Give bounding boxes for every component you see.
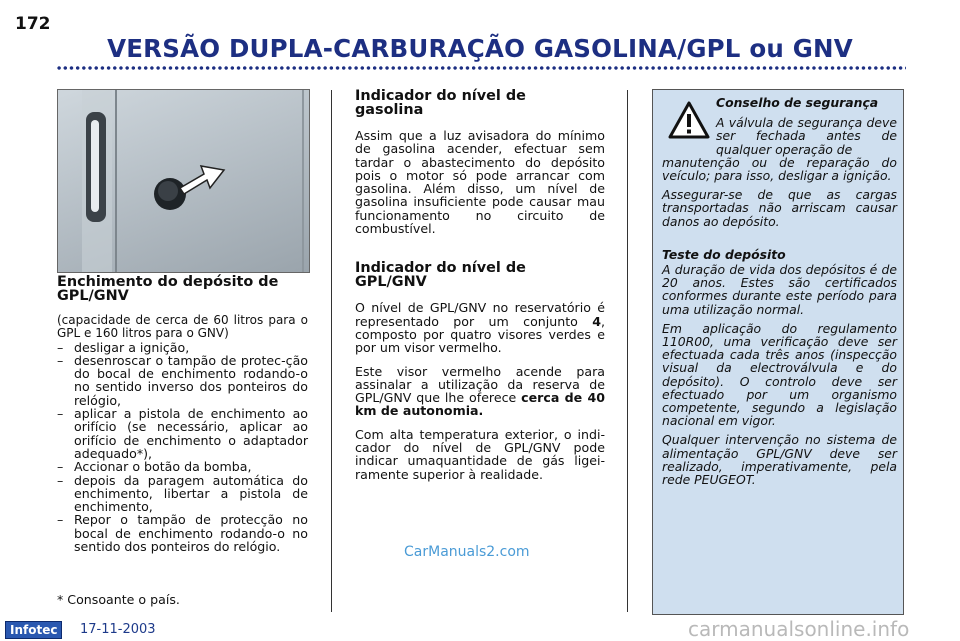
infotec-logo: Infotec (5, 621, 62, 639)
safety-title: Conselho de segurança (716, 95, 879, 110)
list-item: – aplicar a pistola de enchimento ao orifício (se necessário, aplicar ao orifício de enchimento o adaptador adequado*), (57, 407, 308, 460)
fuel-filler-photo (57, 89, 310, 273)
tank-test-title: Teste do depósito (662, 246, 786, 262)
list-item: – desenroscar o tampão de protec-ção do bocal de enchimento rodando-o no sentido inverso dos ponteiros do relógio, (57, 354, 308, 407)
list-item: – desligar a ignição, (57, 341, 308, 354)
list-item: – Repor o tampão de protecção no bocal de enchimento rodando-o no sentido dos ponteiros do relógio. (57, 513, 308, 553)
tank-test-text-1: A duração de vida dos depósitos é de 20 anos. Estes são certificados conformes durante este período para uma utilização normal. (662, 262, 897, 317)
left-heading: Enchimento do depósito de GPL/GNV (57, 274, 279, 304)
gasoline-level-text: Assim que a luz avisadora do mínimo de gasolina acender, efectuar sem tardar o abastecimento do depósito pois o motor só pode arrancar com gasolina. Além disso, um nível de gasolina insuficiente pode causar mau funcionamento no circuito de combustível. (355, 128, 605, 237)
dotted-divider (56, 65, 906, 71)
column-divider-1 (331, 90, 332, 612)
gpl-level-text-1: O nível de GPL/GNV no reservatório é representado por um conjunto 4, composto por quatro visores verdes e por um visor vermelho. (355, 300, 605, 356)
capacity-text: (capacidade de cerca de 60 litros para o GPL e 160 litros para o GNV) (57, 313, 308, 341)
left-column (57, 275, 308, 553)
safety-text-2: Assegurar-se de que as cargas transportadas não arriscam causar danos ao depósito. (662, 187, 897, 229)
middle-column (355, 89, 605, 481)
gpl-level-text-3: Com alta temperatura exterior, o indi-cador do nível de GPL/GNV pode indicar umaquantidade de gás ligei-ramente superior à realidade. (355, 426, 605, 482)
filling-steps (57, 341, 308, 554)
watermark: CarManuals2.com (404, 544, 530, 560)
safety-text-1b: manutenção ou de reparação do veículo; para isso, desligar a ignição. (662, 154, 897, 184)
list-item: – Accionar o botão da bomba, (57, 460, 308, 473)
gpl-level-text-2: Este visor vermelho acende para assinalar a utilização da reserva de GPL/GNV que lhe oferece cerca de 40 km de autonomia. (355, 363, 605, 419)
gasoline-level-heading: Indicador do nível de gasolina (355, 88, 526, 118)
page-number: 172 (15, 14, 51, 34)
footer (0, 617, 960, 641)
footer-site: carmanualsonline.info (688, 617, 910, 641)
page-title: VERSÃO DUPLA-CARBURAÇÃO GASOLINA/GPL ou GNV (107, 34, 853, 63)
gpl-level-heading: Indicador do nível de GPL/GNV (355, 260, 526, 291)
column-divider-2 (627, 90, 628, 612)
footnote: * Consoante o país. (57, 592, 180, 607)
safety-box (652, 89, 904, 615)
tank-test-text-2: Em aplicação do regulamento 110R00, uma verificação deve ser efectuada cada três anos (inspecção visual da electroválvula e do depósito). O controlo deve ser efectuado por um organismo competente, segundo a legislação nacional em vigor. (662, 320, 897, 429)
tank-test-text-3: Qualquer intervenção no sistema de alimentação GPL/GNV deve ser realizado, imperativamente, pela rede PEUGEOT. (662, 432, 897, 488)
list-item: – depois da paragem automática do enchimento, libertar a pistola de enchimento, (57, 474, 308, 514)
safety-text-1a: A válvula de segurança deve ser fechada antes de qualquer operação de (716, 115, 897, 157)
footer-date: 17-11-2003 (80, 622, 156, 637)
